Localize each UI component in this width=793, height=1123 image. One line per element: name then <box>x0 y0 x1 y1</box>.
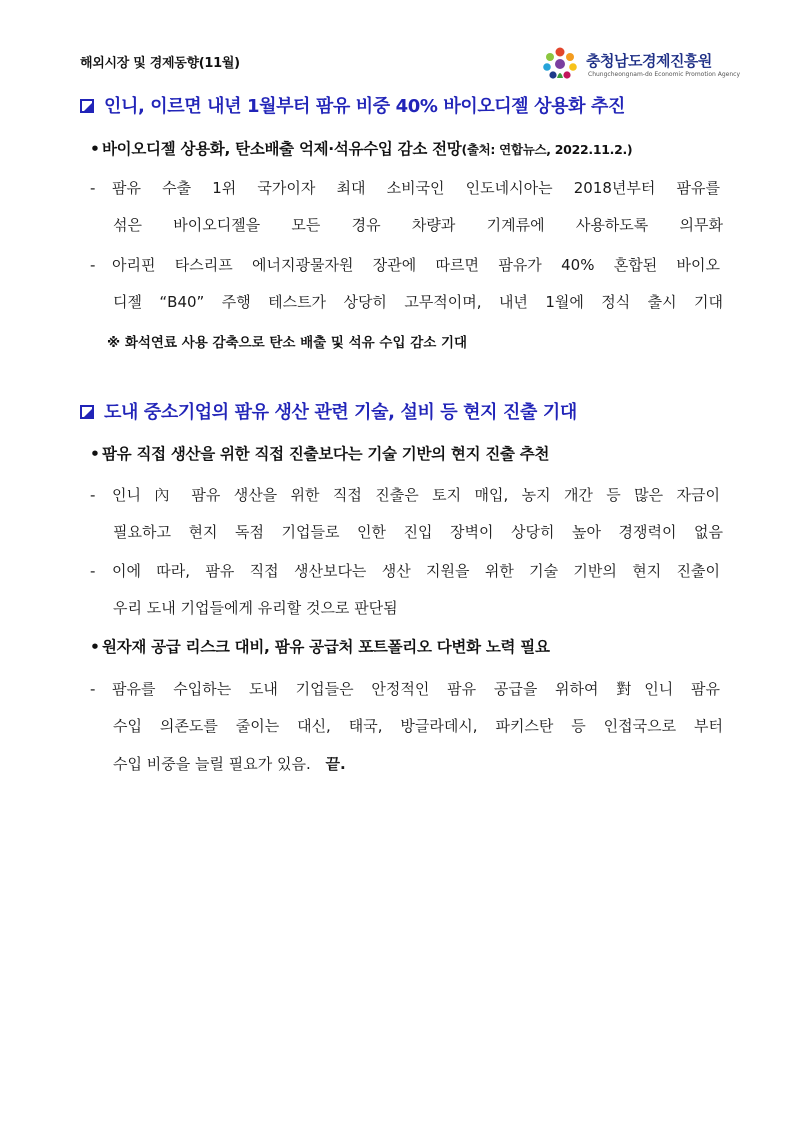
bullet-dot: • <box>90 140 100 158</box>
list-item-line: 팜유를 수입하는 도내 기업들은 안정적인 팜유 공급을 위하여 對인니 팜유 <box>112 680 720 698</box>
section-2-title-text: 도내 중소기업의 팜유 생산 관련 기술, 설비 등 현지 진출 기대 <box>104 402 577 423</box>
agency-logo <box>540 44 741 84</box>
section-2-bullet-2 <box>90 635 740 657</box>
list-item <box>90 560 720 581</box>
end-mark: 끝. <box>325 755 346 773</box>
list-item-continuation: 우리 도내 기업들에게 유리할 것으로 판단됨 <box>113 599 398 617</box>
dash-marker: - <box>90 562 96 580</box>
dash-marker: - <box>90 486 96 504</box>
list-item <box>90 254 720 275</box>
section-1-title-text: 인니, 이르면 내년 1월부터 팜유 비중 40% 바이오디젤 상용화 추진 <box>104 96 625 117</box>
section-2-bullet-2-text: 원자재 공급 리스크 대비, 팜유 공급처 포트폴리오 다변화 노력 필요 <box>102 638 550 656</box>
section-marker-icon <box>80 99 94 113</box>
list-item-line: 인니 內 팜유 생산을 위한 직접 진출은 토지 매입, 농지 개간 등 많은 자금이 <box>112 486 720 504</box>
bullet-dot: • <box>90 445 100 463</box>
list-item-continuation: 섞은 바이오디젤을 모든 경유 차량과 기계류에 사용하도록 의무화 <box>113 216 723 234</box>
list-item-continuation: 디젤 “B40” 주행 테스트가 상당히 고무적이며, 내년 1월에 정식 출시 기대 <box>113 293 723 311</box>
list-item <box>90 484 720 505</box>
list-item-line: 팜유 수출 1위 국가이자 최대 소비국인 인도네시아는 2018년부터 팜유를 <box>112 179 720 197</box>
section-2-title <box>80 398 740 426</box>
list-item-continuation: 필요하고 현지 독점 기업들로 인한 진입 장벽이 상당히 높아 경쟁력이 없음 <box>113 523 723 541</box>
section-marker-icon <box>80 405 94 419</box>
dash-marker: - <box>90 179 96 197</box>
note: ※ 화석연료 사용 감축으로 탄소 배출 및 석유 수입 감소 기대 <box>107 335 468 351</box>
list-item <box>90 177 720 198</box>
dash-marker: - <box>90 256 96 274</box>
list-item-line: 이에 따라, 팜유 직접 생산보다는 생산 지원을 위한 기술 기반의 현지 진출이 <box>112 562 720 580</box>
section-2-bullet-1 <box>90 442 740 464</box>
logo-subtitle: Chungcheongnam-do Economic Promotion Agency <box>588 71 741 78</box>
list-item-line: 아리핀 타스리프 에너지광물자원 장관에 따르면 팜유가 40% 혼합된 바이오 <box>112 256 720 274</box>
section-1-bullet-text: 바이오디젤 상용화, 탄소배출 억제·석유수입 감소 전망 <box>102 140 462 158</box>
bullet-dot: • <box>90 638 100 656</box>
list-item-continuation <box>113 753 723 774</box>
dash-marker: - <box>90 680 96 698</box>
source-citation: (출처: 연합뉴스, 2022.11.2.) <box>461 142 633 157</box>
logo-name: 충청남도경제진흥원 <box>586 52 712 70</box>
list-item-line: 수입 비중을 늘릴 필요가 있음. <box>113 755 311 773</box>
list-item <box>90 678 720 699</box>
section-2-bullet-1-text: 팜유 직접 생산을 위한 직접 진출보다는 기술 기반의 현지 진출 추천 <box>102 445 550 463</box>
document-header: 해외시장 및 경제동향(11월) <box>80 56 240 71</box>
section-1-title <box>80 92 740 120</box>
list-item-continuation: 수입 의존도를 줄이는 대신, 태국, 방글라데시, 파키스탄 등 인접국으로 부터 <box>113 717 723 735</box>
section-1-bullet <box>90 137 740 159</box>
logo-icon <box>540 44 580 84</box>
